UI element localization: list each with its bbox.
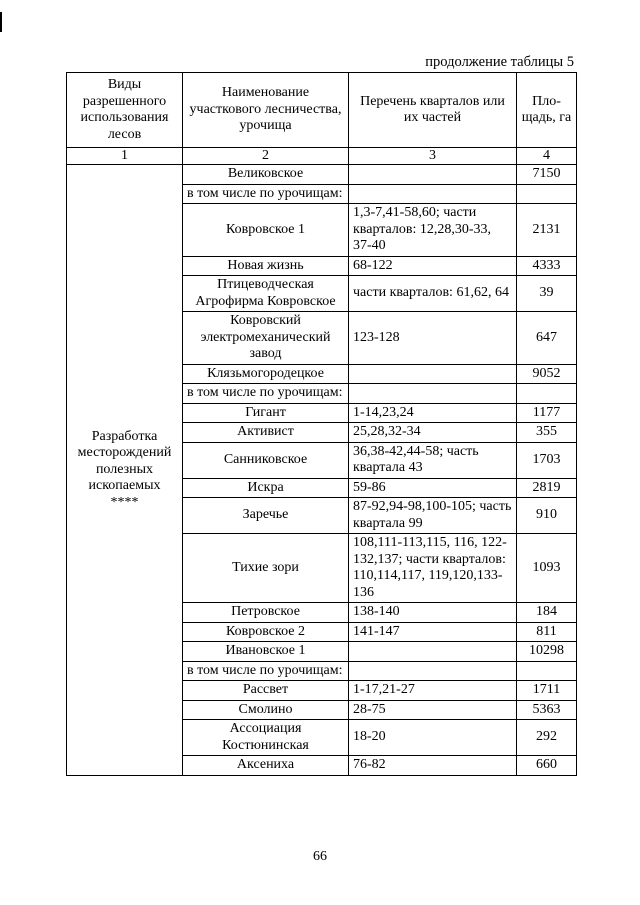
header-usage-type: Виды разрешенного использования лесов [67, 73, 183, 148]
usage-type-line: ископаемых [88, 478, 161, 493]
usage-type-line: Разработка [91, 428, 158, 444]
quarters-cell: 68-122 [349, 256, 517, 276]
quarters-cell: части кварталов: 61,62, 64 [349, 276, 517, 312]
quarters-cell: 1-14,23,24 [349, 403, 517, 423]
area-cell: 7150 [517, 165, 577, 185]
quarters-cell: 87-92,94-98,100-105; часть квартала 99 [349, 498, 517, 534]
subgroup-label: в том числе по урочищам: [183, 661, 349, 681]
quarters-cell [349, 165, 517, 185]
forestry-name: Клязьмогородецкое [183, 364, 349, 384]
quarters-cell: 76-82 [349, 756, 517, 776]
forest-use-table [66, 72, 577, 776]
header-forestry-name: Наименование участкового лесничества, урочища [183, 73, 349, 148]
area-cell: 355 [517, 423, 577, 443]
forestry-name: Великовское [183, 165, 349, 185]
page-number: 66 [313, 849, 327, 864]
table-row [67, 165, 577, 185]
quarters-cell: 123-128 [349, 312, 517, 365]
area-cell: 1711 [517, 681, 577, 701]
quarters-cell [349, 184, 517, 204]
area-cell: 1177 [517, 403, 577, 423]
area-cell: 910 [517, 498, 577, 534]
quarters-cell: 108,111-113,115, 116, 122-132,137; части кварталов: 110,114,117, 119,120,133-136 [349, 534, 517, 603]
area-cell: 9052 [517, 364, 577, 384]
tract-name: Птицеводческая Агрофирма Ковровское [183, 276, 349, 312]
tract-name: Петровское [183, 603, 349, 623]
quarters-cell: 138-140 [349, 603, 517, 623]
area-cell: 2819 [517, 478, 577, 498]
area-cell: 1703 [517, 442, 577, 478]
quarters-cell: 1-17,21-27 [349, 681, 517, 701]
area-cell: 292 [517, 720, 577, 756]
area-cell: 5363 [517, 700, 577, 720]
column-number: 4 [517, 148, 577, 165]
usage-type-line: полезных [95, 461, 154, 477]
area-cell [517, 661, 577, 681]
area-cell: 4333 [517, 256, 577, 276]
area-cell [517, 184, 577, 204]
tract-name: Заречье [183, 498, 349, 534]
area-cell: 10298 [517, 642, 577, 662]
area-cell: 184 [517, 603, 577, 623]
header-area: Пло-щадь, га [517, 73, 577, 148]
tract-name: Ковровское 2 [183, 622, 349, 642]
usage-type-cell [67, 165, 183, 776]
header-quarters-list: Перечень кварталов или их частей [349, 73, 517, 148]
forestry-name: Ивановское 1 [183, 642, 349, 662]
tract-name: Смолино [183, 700, 349, 720]
quarters-cell: 59-86 [349, 478, 517, 498]
quarters-cell: 141-147 [349, 622, 517, 642]
tract-name: Ассоциация Костюнинская [183, 720, 349, 756]
area-cell [517, 384, 577, 404]
tract-name: Тихие зори [183, 534, 349, 603]
column-number-row [67, 148, 577, 165]
tract-name: Новая жизнь [183, 256, 349, 276]
column-number: 3 [349, 148, 517, 165]
table-header-row [67, 73, 577, 148]
column-number: 1 [67, 148, 183, 165]
quarters-cell [349, 642, 517, 662]
area-cell: 811 [517, 622, 577, 642]
subgroup-label: в том числе по урочищам: [183, 384, 349, 404]
area-cell: 647 [517, 312, 577, 365]
quarters-cell: 18-20 [349, 720, 517, 756]
subgroup-label: в том числе по урочищам: [183, 184, 349, 204]
area-cell: 2131 [517, 204, 577, 257]
area-cell: 1093 [517, 534, 577, 603]
tract-name: Гигант [183, 403, 349, 423]
quarters-cell [349, 384, 517, 404]
scan-edge-mark [0, 12, 2, 32]
tract-name: Санниковское [183, 442, 349, 478]
tract-name: Аксениха [183, 756, 349, 776]
quarters-cell [349, 661, 517, 681]
quarters-cell: 25,28,32-34 [349, 423, 517, 443]
continuation-label: продолжение таблицы 5 [425, 54, 574, 70]
area-cell: 39 [517, 276, 577, 312]
usage-type-footnote: **** [110, 494, 139, 510]
usage-type-line: месторождений [77, 445, 172, 460]
area-cell: 660 [517, 756, 577, 776]
column-number: 2 [183, 148, 349, 165]
quarters-cell: 1,3-7,41-58,60; части кварталов: 12,28,30-33, 37-40 [349, 204, 517, 257]
tract-name: Ковровское 1 [183, 204, 349, 257]
tract-name: Рассвет [183, 681, 349, 701]
tract-name: Активист [183, 423, 349, 443]
quarters-cell: 36,38-42,44-58; часть квартала 43 [349, 442, 517, 478]
tract-name: Ковровский электромеханический завод [183, 312, 349, 365]
tract-name: Искра [183, 478, 349, 498]
quarters-cell [349, 364, 517, 384]
quarters-cell: 28-75 [349, 700, 517, 720]
